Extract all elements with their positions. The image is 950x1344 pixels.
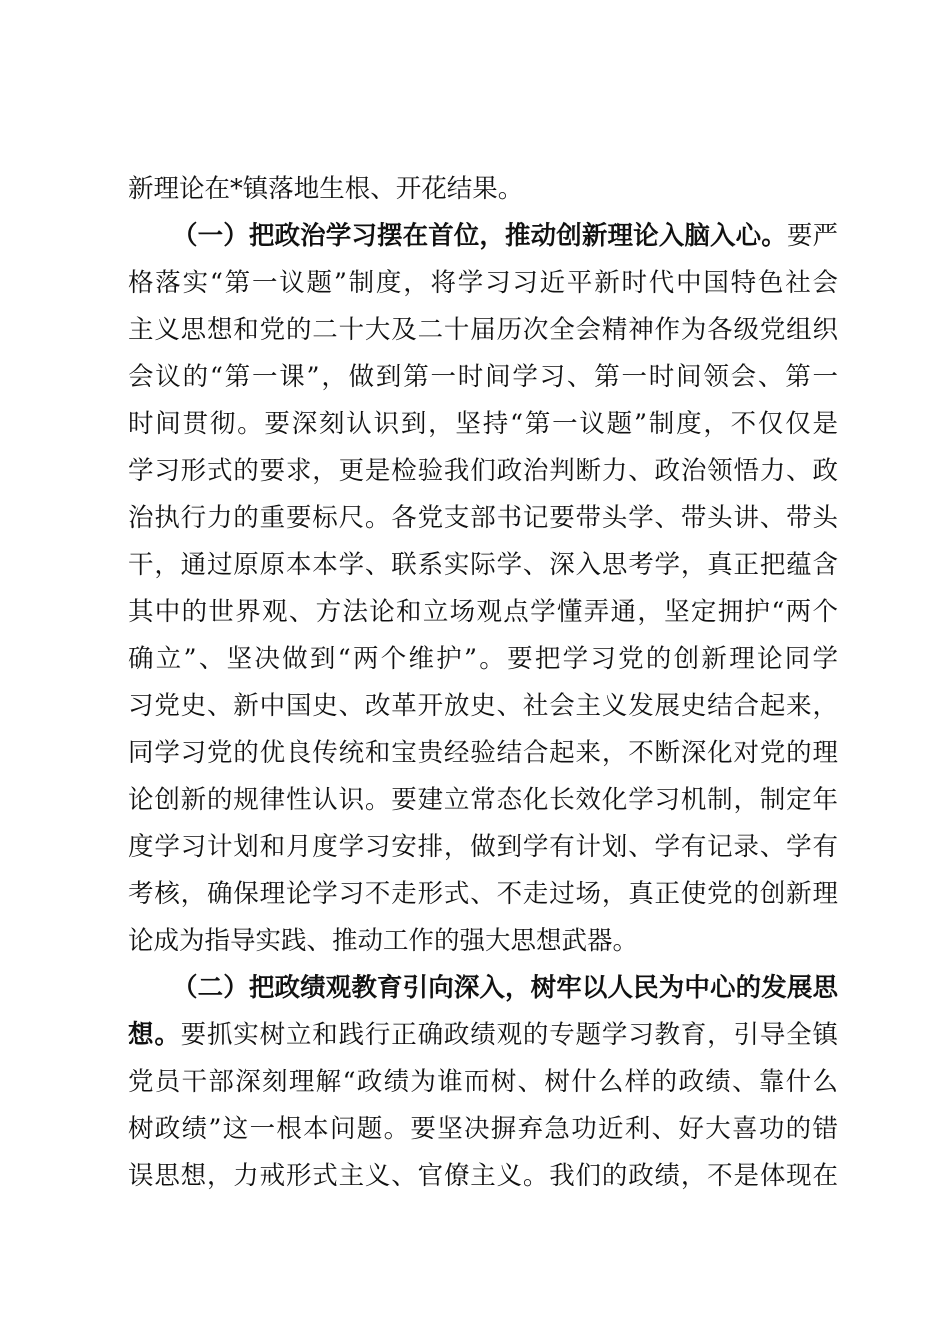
body-text: 主义思想和党的二十大及二十届历次全会精神作为各级党组织 [128, 315, 838, 345]
body-text: 树政绩”这一根本问题。要坚决摒弃急功近利、好大喜功的错 [128, 1114, 838, 1144]
document-body [128, 166, 838, 1200]
text-line [128, 824, 838, 871]
section-heading: 想。 [128, 1020, 181, 1050]
body-text: 治执行力的重要标尺。各党支部书记要带头学、带头讲、带头 [128, 503, 838, 533]
body-text: 学习形式的要求，更是检验我们政治判断力、政治领悟力、政 [128, 456, 838, 486]
text-line [128, 1153, 838, 1200]
text-line [128, 542, 838, 589]
body-text: 党员干部深刻理解“政绩为谁而树、树什么样的政绩、靠什么 [128, 1067, 838, 1097]
text-line [128, 871, 838, 918]
text-line [128, 401, 838, 448]
text-line [128, 1059, 838, 1106]
body-text: 新理论在*镇落地生根、开花结果。 [128, 174, 524, 204]
text-line [128, 1012, 838, 1059]
body-text: 会议的“第一课”，做到第一时间学习、第一时间领会、第一 [128, 362, 838, 392]
text-line [128, 213, 838, 260]
section-heading: （二）把政绩观教育引向深入，树牢以人民为中心的发展思 [172, 973, 838, 1003]
text-line [128, 354, 838, 401]
body-text: 干，通过原原本本学、联系实际学、深入思考学，真正把蕴含 [128, 550, 838, 580]
text-line [128, 260, 838, 307]
body-text: 考核，确保理论学习不走形式、不走过场，真正使党的创新理 [128, 879, 838, 909]
text-line [128, 683, 838, 730]
text-line [128, 636, 838, 683]
text-line [128, 495, 838, 542]
body-text: 误思想，力戒形式主义、官僚主义。我们的政绩，不是体现在 [128, 1161, 838, 1191]
body-text: 格落实“第一议题”制度，将学习习近平新时代中国特色社会 [128, 268, 838, 298]
body-text: 论创新的规律性认识。要建立常态化长效化学习机制，制定年 [128, 785, 838, 815]
text-line [128, 307, 838, 354]
text-line [128, 965, 838, 1012]
body-text: 确立”、坚决做到“两个维护”。要把学习党的创新理论同学 [128, 644, 838, 674]
text-line [128, 730, 838, 777]
body-text: 要抓实树立和践行正确政绩观的专题学习教育，引导全镇 [180, 1020, 838, 1050]
body-text: 同学习党的优良传统和宝贵经验结合起来，不断深化对党的理 [128, 738, 838, 768]
body-text: 习党史、新中国史、改革开放史、社会主义发展史结合起来， [128, 691, 838, 721]
text-line [128, 589, 838, 636]
section-heading: （一）把政治学习摆在首位，推动创新理论入脑入心。 [172, 221, 787, 251]
text-line [128, 166, 838, 213]
body-text: 论成为指导实践、推动工作的强大思想武器。 [128, 926, 639, 956]
text-line [128, 777, 838, 824]
body-text: 要严 [786, 221, 838, 251]
body-text: 度学习计划和月度学习安排，做到学有计划、学有记录、学有 [128, 832, 838, 862]
text-line [128, 448, 838, 495]
text-line [128, 1106, 838, 1153]
text-line [128, 918, 838, 965]
body-text: 时间贯彻。要深刻认识到，坚持“第一议题”制度，不仅仅是 [128, 409, 838, 439]
body-text: 其中的世界观、方法论和立场观点学懂弄通，坚定拥护“两个 [128, 597, 838, 627]
